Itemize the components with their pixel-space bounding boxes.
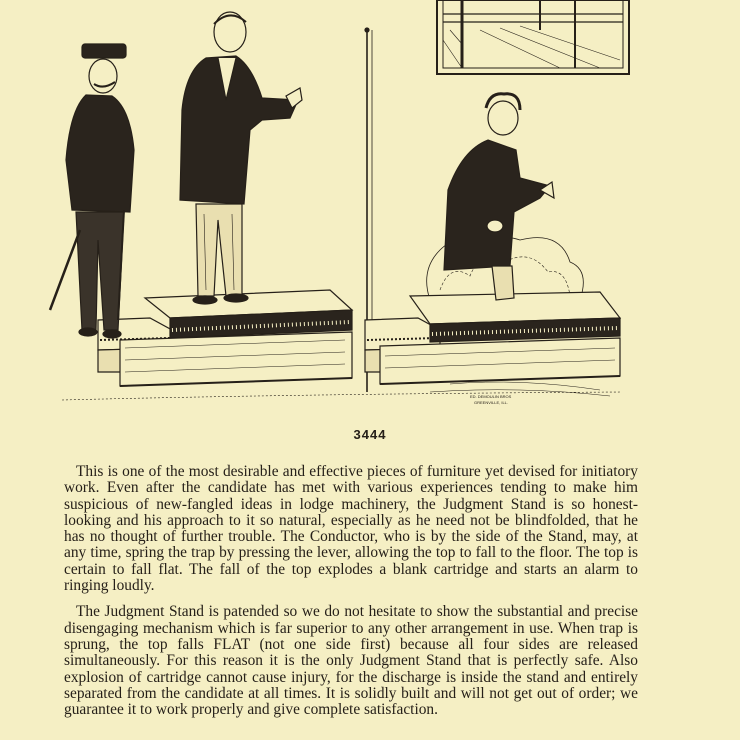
body-text [64,464,638,728]
fallen-candidate [444,94,554,300]
figure-number: 3444 [353,427,387,442]
conductor [50,44,134,338]
paragraph-2: The Judgment Stand is patended so we do not hesitate to show the substantial and precise disengaging mechanism which is far superior to any other arrangement in use. When trap is sprung, the top falls FLAT (not one side first) because all four sides are released simultaneously. For this reason it is the only Judgment Stand that is perfectly safe. Also explosion of cartridge cannot cause injury, for the discharge is inside the stand and entirely separated from the candidate at all times. It is solidly built and will not get out of order; we guarantee it to work properly and give complete satisfaction. [64,603,638,719]
candidate [180,12,302,304]
engraver-line-1: ED. DEMOULIN BROS [470,394,512,399]
window [437,0,629,74]
engraver-mark [470,394,512,405]
paragraph-1: This is one of the most desirable and effective pieces of furniture yet devised for initiatory work. Even after the candidate has met with various experiences tending to make him suspicious of new-fangled ideas in lodge machinery, the Judgment Stand is so honest-looking and his approach to it so natural, especially as he need not be blindfolded, that he has no thought of further trouble. The Conductor, who is by the side of the Stand, may, at any time, spring the trap by pressing the lever, allowing the top to fall to the floor. The top is certain to fall flat. The fall of the top explodes a blank cartridge and starts an alarm to ringing loudly. [64,463,638,595]
engraver-line-2: GREENVILLE, ILL. [474,400,509,405]
